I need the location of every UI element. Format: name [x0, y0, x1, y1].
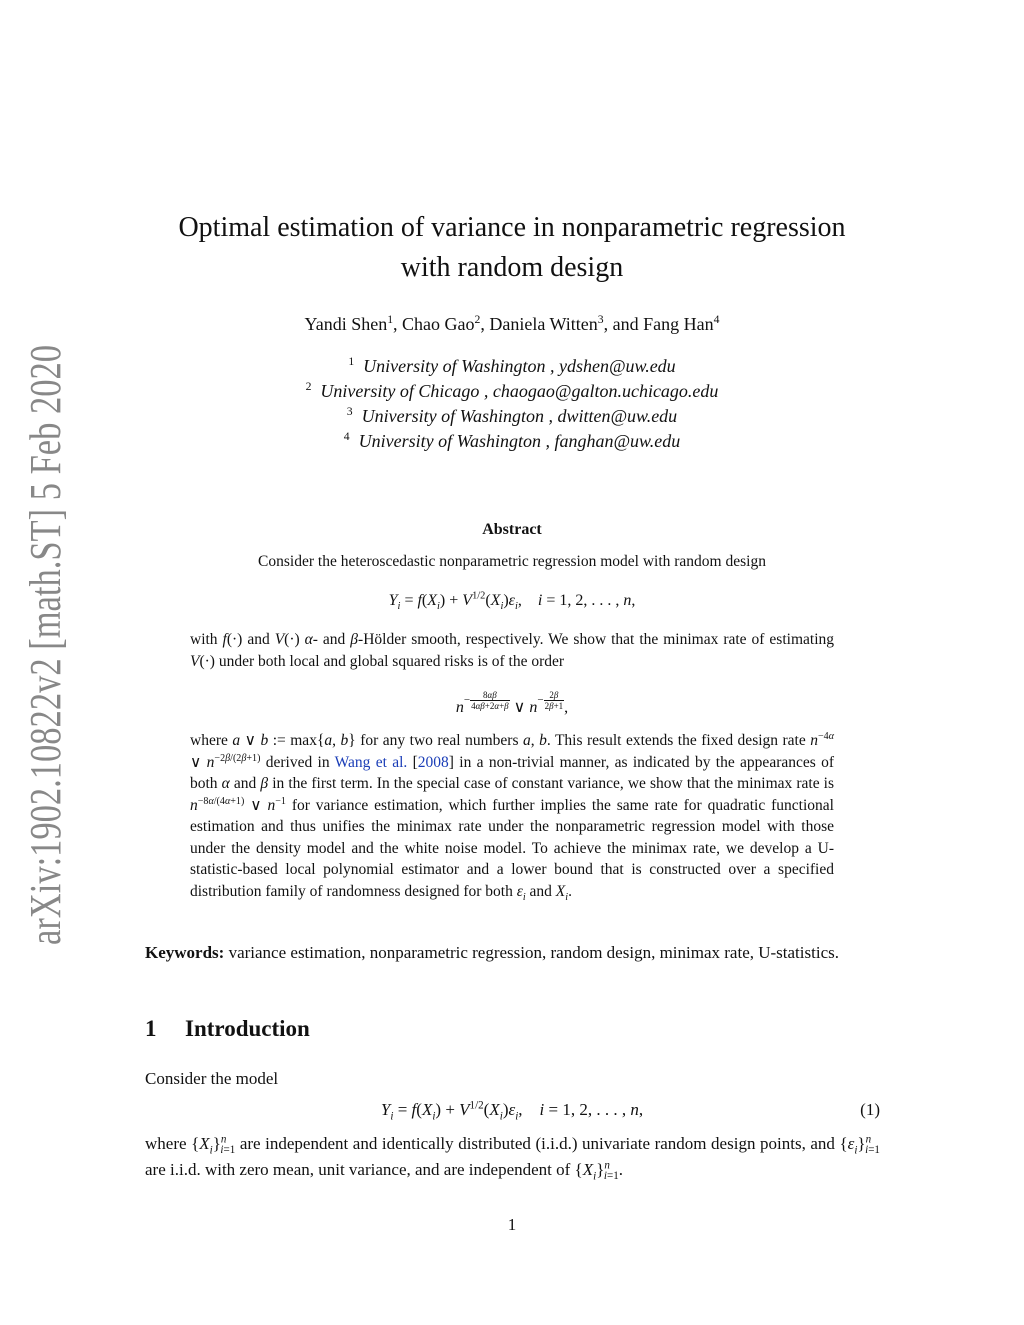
author-mark: 1 [387, 313, 394, 326]
abstract-model-equation: $Y_i = f(X_i) + V^{1/2}(X_i)\varepsilon_i$, i = 1, 2, . . . , n, [388, 590, 636, 613]
title-line-1: Optimal estimation of variance in nonparametric regression [178, 212, 846, 243]
author-name: Chao Gao [402, 314, 475, 334]
affiliation-mark: 3 [346, 405, 353, 418]
section-number: 1 [145, 1016, 157, 1041]
keywords-label: Keywords: [145, 943, 225, 962]
abstract-paragraph-2: where a ∨ b := max{a, b} for any two real numbers a, b. This result extends the fixed design rate $n^{-4\alpha}$ ∨ $n^{-2\beta/(2\beta+1)}$ derived in Wang et al. [2008] in a non-trivial manner, as indicated by the appearances of both α and β in the first term. In the special case of constant variance, we show that the minimax rate is $n^{-8\alpha/(4\alpha+1)}$ ∨ $n^{-1}$ for variance estimation, which further implies the same rate for quadratic functional estimation and thus unifies the minimax rate under the nonparametric regression model with those under the density model and the white noise model. To achieve the minimax rate, we develop a U-statistic-based local polynomial estimator and a lower bound that is constructed over a specified distribution family of randomness designed for both $\varepsilon_i$ and $X_i$. [190, 730, 835, 903]
abstract-text: in a non-trivial manner, as indicated by the appearances of both [190, 753, 835, 792]
title-line-2: with random design [400, 252, 624, 283]
arxiv-id-text: arXiv:1902.10822v2 [math.ST] 5 Feb 2020 [21, 345, 70, 945]
abstract-text: -Hölder smooth, respectively. We show that the minimax rate of estimating [358, 631, 834, 648]
affiliation-text: University of Washington , ydshen@uw.edu [363, 356, 676, 376]
abstract-heading: Abstract [482, 521, 542, 538]
intro-text: are i.i.d. with zero mean, unit variance, and are independent of [145, 1160, 571, 1179]
author-name: Daniela Witten [489, 314, 598, 334]
author-name: Yandi Shen [304, 314, 388, 334]
abstract-text: with [190, 631, 218, 648]
abstract-text: for any two real numbers [360, 732, 519, 749]
model-equation: $Y_i = f(X_i) + V^{1/2}(X_i)\varepsilon_i$, i = 1, 2, . . . , n, [380, 1099, 644, 1123]
intro-text: where [145, 1134, 187, 1153]
intro-text: are independent and identically distributed (i.i.d.) univariate random design points, and [239, 1134, 835, 1153]
abstract-text: derived in [265, 753, 330, 771]
abstract-rate-equation: $n^{- \frac{8\alpha\beta}{4\alpha\beta+2\alpha+\beta}}$ ∨ $n^{- \frac{2\beta}{2\beta+1}}$ , [455, 690, 569, 717]
section-heading [145, 1016, 310, 1042]
affiliation-mark: 2 [305, 380, 312, 393]
intro-paragraph: where $\{X_i\}^n_{i=1}$ are independent and identically distributed (i.i.d.) univariate random design points, and $\{\varepsilon_i\}^n_{i=1}$ are i.i.d. with zero mean, unit variance, and are independent of $\{X_i\}^n_{i=1}$. [145, 1133, 880, 1183]
affiliation-text: University of Washington , dwitten@uw.edu [361, 406, 678, 426]
section-title: Introduction [185, 1016, 310, 1041]
arxiv-identifier-stamp[interactable] [8, 345, 78, 945]
abstract-text: and [529, 882, 552, 900]
abstract-text: where [190, 732, 228, 749]
keywords-block [145, 940, 880, 965]
citation-link-authors[interactable]: Wang et al. [334, 753, 408, 771]
affiliation-text: University of Chicago , chaogao@galton.uchicago.edu [320, 381, 719, 401]
abstract-text: and [233, 775, 257, 792]
affiliation-mark: 4 [343, 430, 350, 443]
author-name: Fang Han [643, 314, 714, 334]
abstract-text: under both local and global squared risks is of the order [218, 652, 565, 670]
abstract-text: in the first term. In the special case of constant variance, we show that the minimax rate is [272, 775, 835, 792]
affiliation-item [110, 379, 914, 404]
author-mark: 3 [597, 313, 604, 326]
author-list: Yandi Shen$^1$, Chao Gao$^2$, Daniela Witten$^3$, and Fang Han$^4$ [304, 313, 720, 334]
equation-number: (1) [860, 1100, 880, 1119]
paper-title [110, 208, 914, 288]
intro-lead: Consider the model [145, 1069, 279, 1088]
affiliation-item [110, 354, 914, 379]
keywords-text: variance estimation, nonparametric regression, random design, minimax rate, U-statistics. [228, 943, 839, 962]
affiliation-item [110, 404, 914, 429]
abstract-text: and [247, 631, 270, 648]
citation-link-year[interactable]: 2008 [417, 753, 449, 771]
author-mark: 4 [713, 313, 720, 326]
page-number: 1 [507, 1215, 517, 1234]
abstract-text: - and [312, 631, 346, 648]
affiliation-list [110, 354, 914, 454]
abstract-intro: Consider the heteroscedastic nonparametric regression model with random design [258, 553, 766, 570]
abstract-text: . This result extends the fixed design rate [546, 732, 806, 749]
abstract-text: for variance estimation, which further implies the same rate for quadratic functional estimation and thus unifies the minimax rate under the nonparametric regression model with those under the density model and the white noise model. To achieve the minimax rate, we develop a U-statistic-based local polynomial estimator and a lower bound that is constructed over a specified distribution family of randomness designed for both [190, 796, 834, 900]
author-mark: 2 [474, 313, 481, 326]
affiliation-mark: 1 [348, 355, 355, 368]
affiliation-item [110, 429, 914, 454]
affiliation-text: University of Washington , fanghan@uw.edu [358, 431, 681, 451]
abstract-paragraph-1: with f(·) and V(·) α- and β-Hölder smooth, respectively. We show that the minimax rate of estimating V(·) under both local and global squared risks is of the order [190, 631, 834, 670]
